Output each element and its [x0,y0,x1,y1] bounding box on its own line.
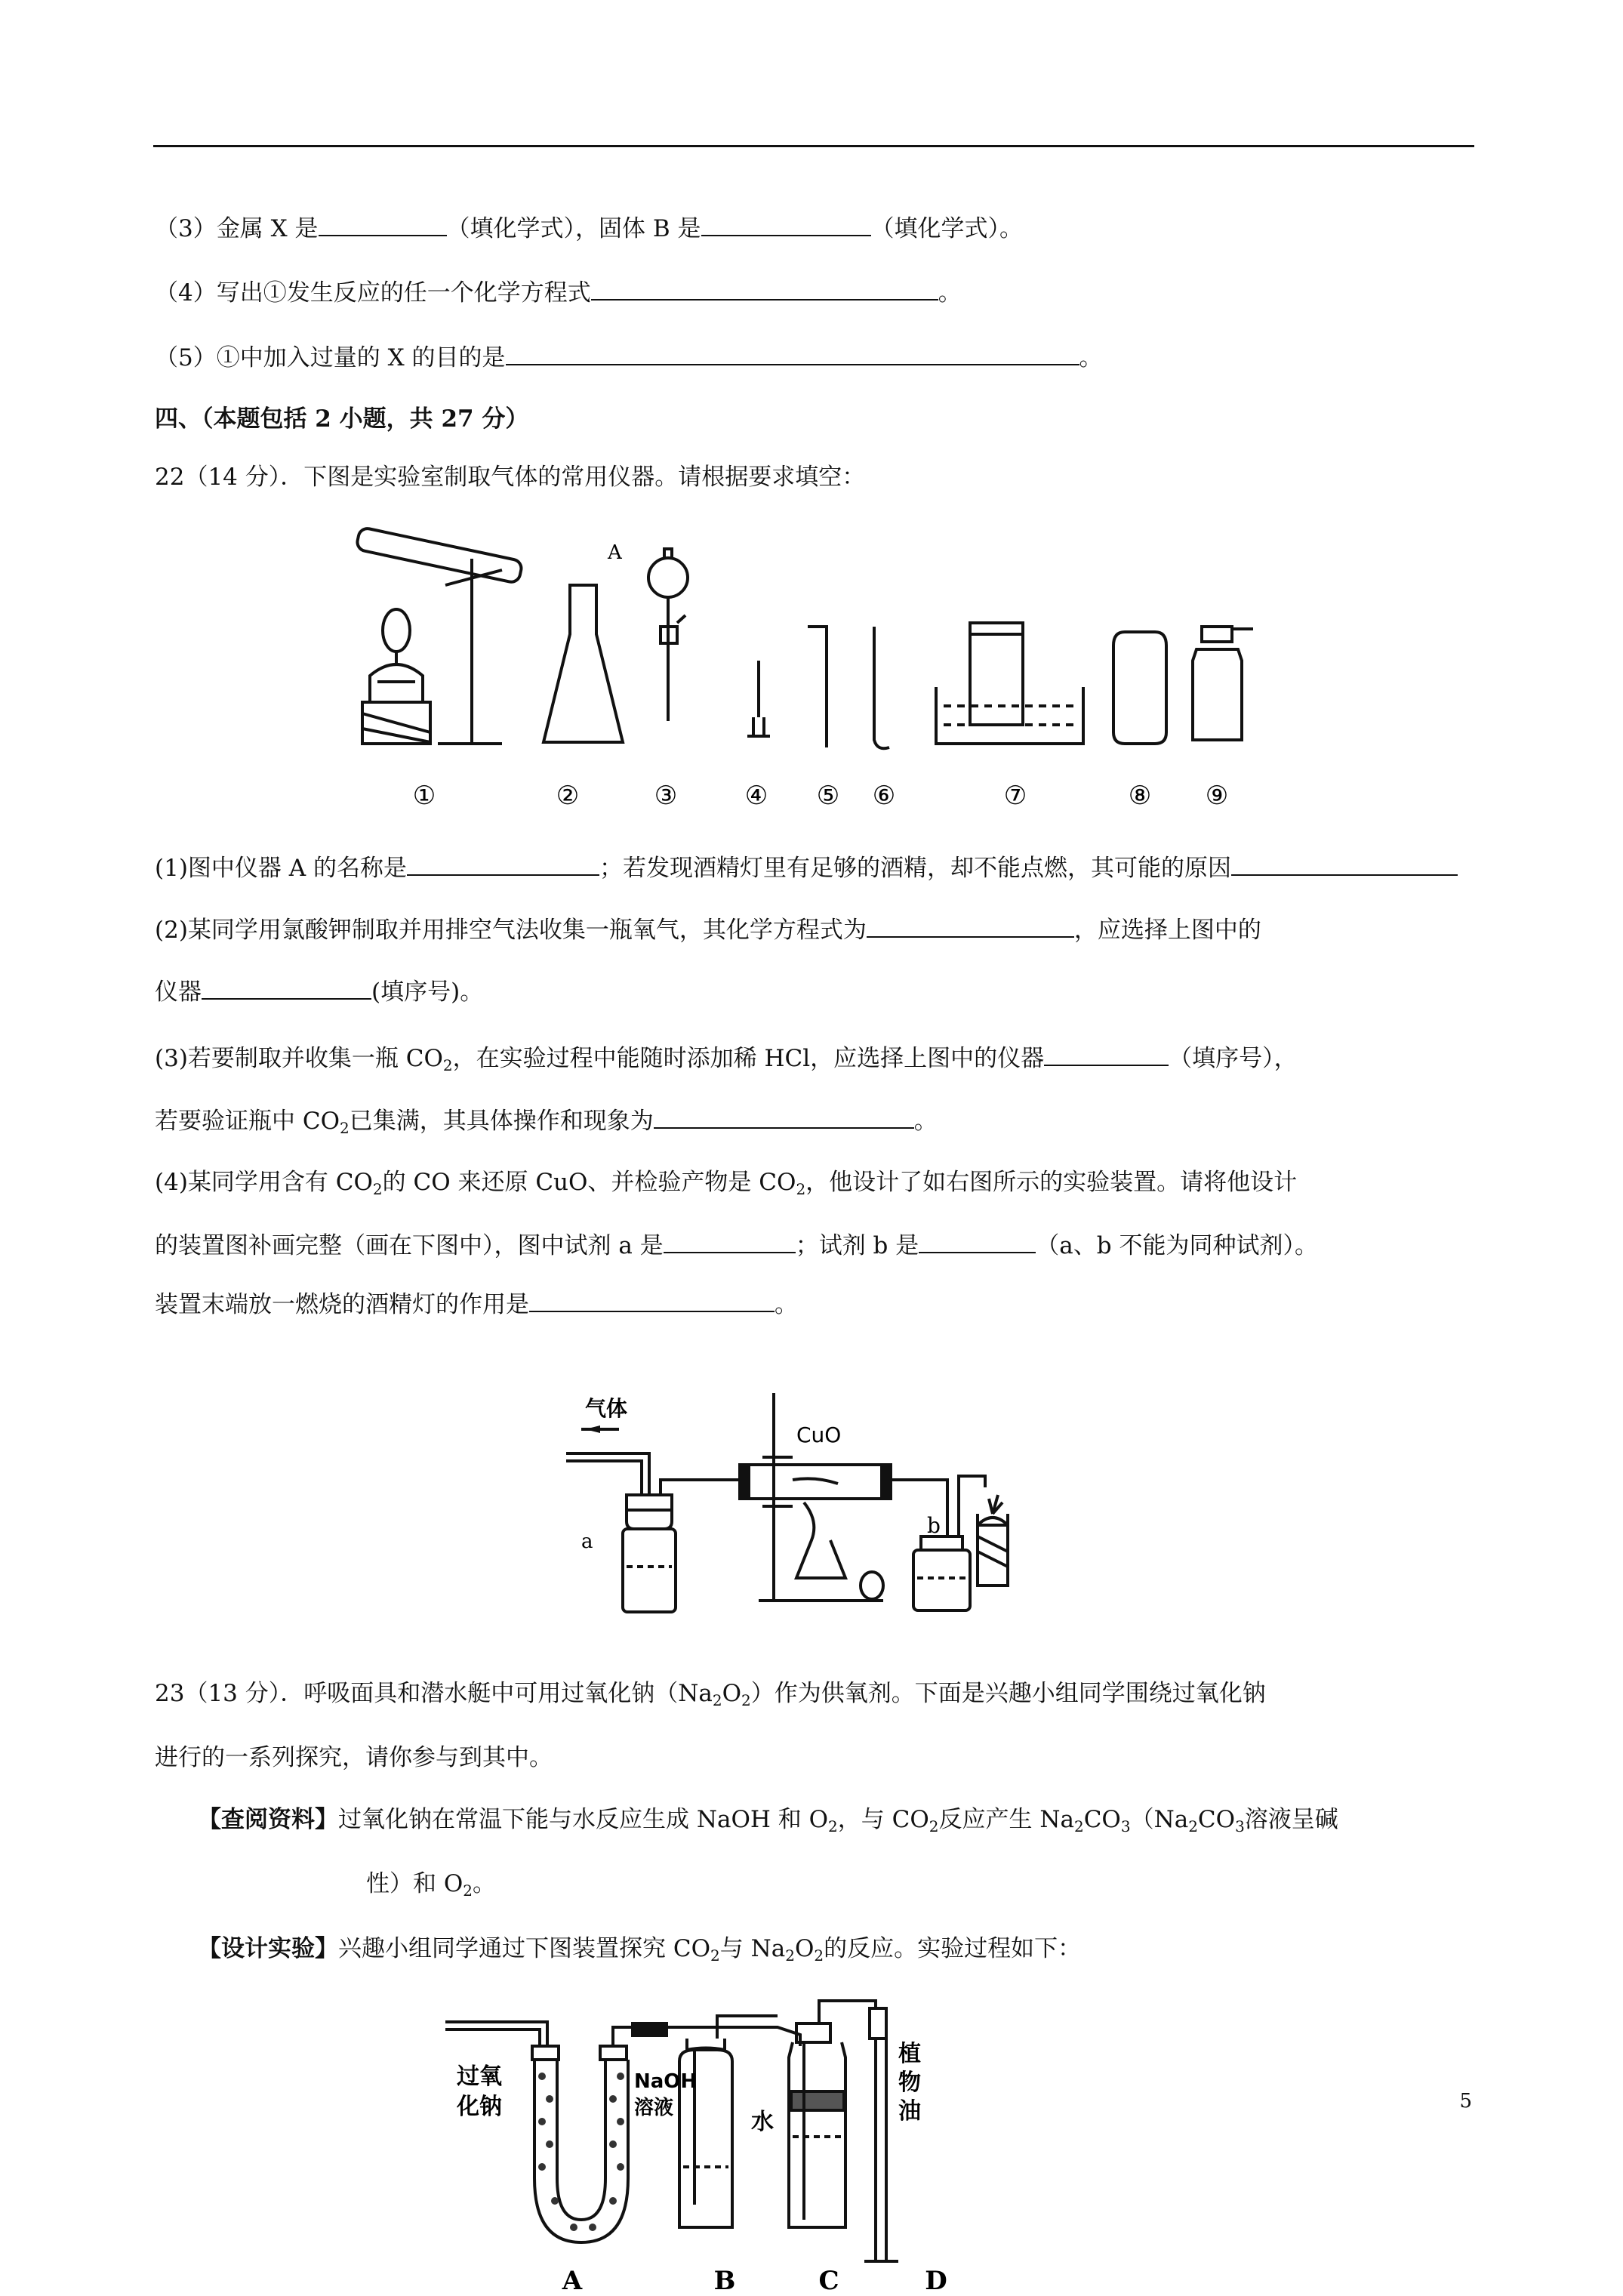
page-number: 5 [1459,2090,1472,2113]
section-heading: 四、（本题包括 2 小题，共 27 分） [155,405,529,433]
apparatus-letter-b: B [713,2266,736,2295]
water-label: 水 [751,2109,774,2135]
q21-line4: （4）写出①发生反应的任一个化学方程式 。 [155,276,962,308]
naoh-label-2: 溶液 [634,2097,674,2119]
na2o2-label-1: 过氧 [457,2063,502,2090]
instrument-label-9: ⑨ [1205,781,1229,811]
q22-intro: 22（14 分）．下图是实验室制取气体的常用仪器。请根据要求填空： [155,464,866,491]
instrument-label-7: ⑦ [1003,781,1027,811]
oil-label-3: 油 [898,2098,921,2125]
cuo-label: CuO [796,1422,842,1447]
q22-part4: (4)某同学用含有 $CO_2$的 CO 来还原 CuO、并检验产物是 $CO_2$，他设计了如右图所示的实验装置。请将他设计 [155,1169,1298,1198]
q23-intro: 23（13 分）．呼吸面具和潜水艇中可用过氧化钠$(Na_2O_2)$作为供氧剂。下面是兴趣小组同学围绕过氧化钠 [155,1680,1266,1709]
q23-reference: 【查阅资料】过氧化钠在常温下能与水反应生成 NaOH 和 $O_2$，与 $CO_2$反应产生 $Na_2CO_3(Na_2CO_3$溶液呈碱 [198,1806,1338,1835]
co-reduction-figure [566,1382,1064,1623]
instrument-label-4: ④ [744,781,768,811]
apparatus-letter-d: D [925,2266,947,2295]
apparatus-letter-a: A [562,2266,583,2295]
instrument-a-label: A [608,541,622,564]
q21-line5: （5）①中加入过量的 X 的目的是 。 [155,341,1103,373]
reagent-a-label: a [581,1530,593,1553]
reagent-b-label: b [927,1513,941,1538]
q22-part3: (3)若要制取并收集一瓶 $CO_2$，在实验过程中能随时添加稀 HCl，应选择上图中的仪器 （填序号）， [155,1042,1298,1074]
gas-label: 气体 [585,1396,628,1421]
naoh-label-1: NaOH [634,2070,698,2093]
q22-part2: (2)某同学用氯酸钾制取并用排空气法收集一瓶氧气，其化学方程式为 ，应选择上图中的 [155,914,1261,945]
instrument-label-6: ⑥ [872,781,896,811]
q23-intro-cont: 进行的一系列探究，请你参与到其中。 [155,1744,553,1771]
q22-part1: (1)图中仪器 A 的名称是 ；若发现酒精灯里有足够的酒精，却不能点燃，其可能的原因 [155,852,1458,883]
instruments-figure [340,502,1283,812]
instrument-label-8: ⑧ [1128,781,1152,811]
q23-reference-cont: 性）和 $O_2$。 [366,1870,497,1900]
instrument-label-2: ② [556,781,580,811]
q23-design: 【设计实验】兴趣小组同学通过下图装置探究 $CO_2$与 $Na_2O_2$的反应。实验过程如下： [198,1935,1082,1965]
q22-part4-cont2: 装置末端放一燃烧的酒精灯的作用是 。 [155,1288,798,1320]
q22-part2-cont: 仪器 (填序号)。 [155,975,483,1007]
oil-label-1: 植 [898,2041,921,2067]
header-rule [153,145,1474,147]
instrument-label-1: ① [412,781,436,811]
apparatus-letter-c: C [818,2266,839,2295]
q22-part4-cont: 的装置图补画完整（画在下图中），图中试剂 a 是 ；试剂 b 是 （a、b 不能为同种试剂）。 [155,1229,1318,1261]
instrument-label-5: ⑤ [816,781,840,811]
instrument-label-3: ③ [654,781,678,811]
q21-line3: （3）金属 X 是 （填化学式），固体 B 是 （填化学式）。 [155,212,1023,244]
q22-part3-cont: 若要验证瓶中 $CO_2$已集满，其具体操作和现象为 。 [155,1105,938,1136]
oil-label-2: 物 [898,2069,921,2096]
na2o2-apparatus-figure [445,1993,974,2295]
na2o2-label-2: 化钠 [457,2094,502,2120]
